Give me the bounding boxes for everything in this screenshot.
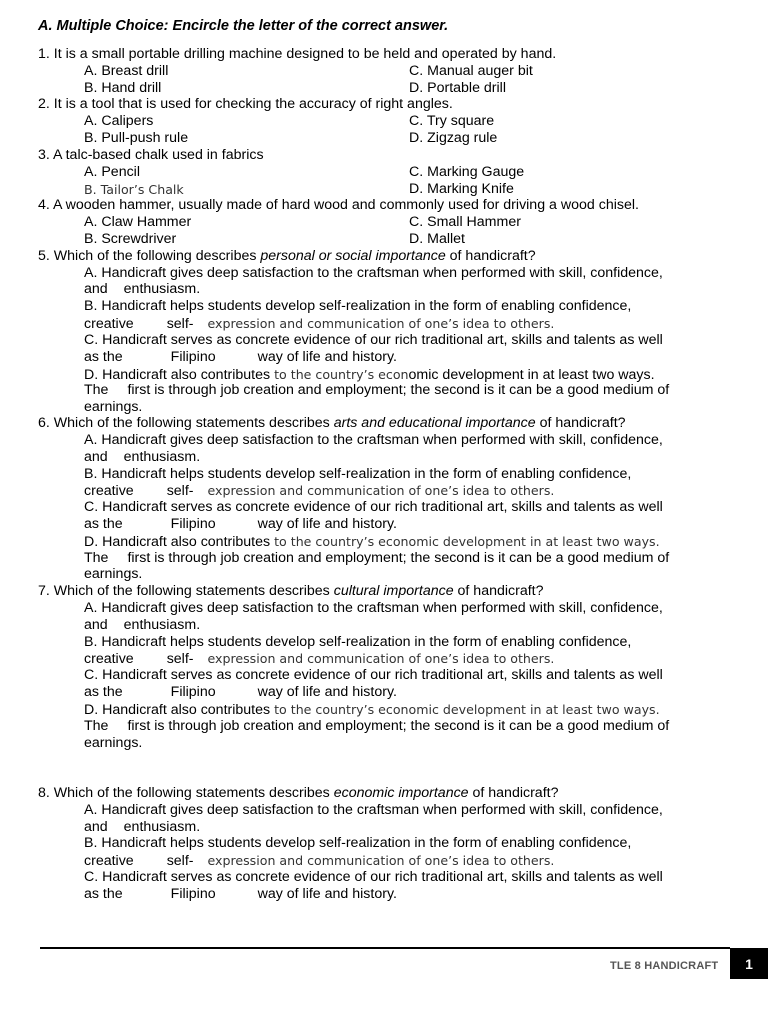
- section-instruction: A. Multiple Choice: Encircle the letter of the correct answer.: [38, 18, 449, 34]
- q5-option-a-line1: A. Handicraft gives deep satisfaction to the craftsman when performed with skill, confidence,: [84, 265, 663, 281]
- q7-option-d-line2: The first is through job creation and employment; the second is it can be a good medium of: [84, 718, 670, 734]
- q3-option-c: C. Marking Gauge: [409, 164, 525, 180]
- q8-option-a-line1: A. Handicraft gives deep satisfaction to the craftsman when performed with skill, confidence,: [84, 802, 663, 818]
- q7-option-c-line2: as the Filipino way of life and history.: [84, 684, 397, 700]
- question-4-stem: 4. A wooden hammer, usually made of hard wood and commonly used for driving a wood chisel.: [38, 197, 639, 213]
- q1-option-b: B. Hand drill: [84, 80, 162, 96]
- q6-option-b-line2: creative self- expression and communication of one’s idea to others.: [84, 483, 555, 499]
- question-7-stem: 7. Which of the following statements describes cultural importance of handicraft?: [38, 583, 544, 599]
- q5-emphasis: personal or social importance: [260, 248, 446, 264]
- q8-option-b-line2: creative self- expression and communication of one’s idea to others.: [84, 853, 555, 869]
- q5-option-d-line1: D. Handicraft also contributes to the country’s economic development in at least two ways.: [84, 367, 655, 383]
- q5-option-b-line1: B. Handicraft helps students develop self-realization in the form of enabling confidence,: [84, 298, 632, 314]
- q1-option-d: D. Portable drill: [409, 80, 506, 96]
- q8-option-a-line2: and enthusiasm.: [84, 819, 201, 835]
- q6-option-c-line2: as the Filipino way of life and history.: [84, 516, 397, 532]
- footer-rule: [40, 947, 730, 949]
- q2-option-b: B. Pull-push rule: [84, 130, 189, 146]
- q8-option-b-line1: B. Handicraft helps students develop self-realization in the form of enabling confidence,: [84, 835, 632, 851]
- q4-option-c: C. Small Hammer: [409, 214, 521, 230]
- q5-option-b-line2: creative self- expression and communication of one’s idea to others.: [84, 316, 555, 332]
- q3-option-d: D. Marking Knife: [409, 181, 514, 197]
- q4-option-a: A. Claw Hammer: [84, 214, 192, 230]
- q7-option-c-line1: C. Handicraft serves as concrete evidence of our rich traditional art, skills and talents as well: [84, 667, 663, 683]
- q1-option-a: A. Breast drill: [84, 63, 169, 79]
- q6-option-b-line1: B. Handicraft helps students develop self-realization in the form of enabling confidence,: [84, 466, 632, 482]
- q1-option-c: C. Manual auger bit: [409, 63, 533, 79]
- q5-option-d-line2: The first is through job creation and employment; the second is it can be a good medium of: [84, 382, 670, 398]
- q4-option-b: B. Screwdriver: [84, 231, 177, 247]
- q2-option-c: C. Try square: [409, 113, 495, 129]
- q6-option-c-line1: C. Handicraft serves as concrete evidence of our rich traditional art, skills and talents as well: [84, 499, 663, 515]
- footer-subject-label: TLE 8 HANDICRAFT: [610, 960, 719, 972]
- q5-option-c-line2: as the Filipino way of life and history.: [84, 349, 397, 365]
- q7-option-a-line1: A. Handicraft gives deep satisfaction to the craftsman when performed with skill, confidence,: [84, 600, 663, 616]
- page-number: 1: [745, 955, 753, 972]
- q7-option-d-line3: earnings.: [84, 735, 143, 751]
- q6-option-d-line2: The first is through job creation and employment; the second is it can be a good medium of: [84, 550, 670, 566]
- q6-option-a-line1: A. Handicraft gives deep satisfaction to the craftsman when performed with skill, confidence,: [84, 432, 663, 448]
- q6-option-d-line3: earnings.: [84, 566, 143, 582]
- q6-emphasis: arts and educational importance: [333, 415, 536, 431]
- question-3-stem: 3. A talc-based chalk used in fabrics: [38, 147, 264, 163]
- q3-option-b: B. Tailor’s Chalk: [84, 182, 184, 197]
- q7-option-a-line2: and enthusiasm.: [84, 617, 201, 633]
- q7-option-b-line2: creative self- expression and communication of one’s idea to others.: [84, 651, 555, 667]
- q8-option-c-line2: as the Filipino way of life and history.: [84, 886, 397, 902]
- q8-emphasis: economic importance: [333, 785, 469, 801]
- q6-option-d-line1: D. Handicraft also contributes to the country’s economic development in at least two ways.: [84, 534, 660, 550]
- q7-emphasis: cultural importance: [333, 583, 454, 599]
- question-6-stem: 6. Which of the following statements describes arts and educational importance of handicraft?: [38, 415, 626, 431]
- q2-option-a: A. Calipers: [84, 113, 154, 129]
- q8-option-c-line1: C. Handicraft serves as concrete evidence of our rich traditional art, skills and talents as well: [84, 869, 663, 885]
- question-8-stem: 8. Which of the following statements describes economic importance of handicraft?: [38, 785, 559, 801]
- q2-option-d: D. Zigzag rule: [409, 130, 498, 146]
- question-5-stem: 5. Which of the following describes personal or social importance of handicraft?: [38, 248, 536, 264]
- q7-option-d-line1: D. Handicraft also contributes to the country’s economic development in at least two ways.: [84, 702, 660, 718]
- q7-option-b-line1: B. Handicraft helps students develop self-realization in the form of enabling confidence,: [84, 634, 632, 650]
- q5-option-a-line2: and enthusiasm.: [84, 281, 201, 297]
- q3-option-a: A. Pencil: [84, 164, 140, 180]
- q4-option-d: D. Mallet: [409, 231, 465, 247]
- q5-option-d-line3: earnings.: [84, 399, 143, 415]
- q6-option-a-line2: and enthusiasm.: [84, 449, 201, 465]
- page-number-box: [730, 948, 768, 979]
- q5-option-c-line1: C. Handicraft serves as concrete evidence of our rich traditional art, skills and talents as well: [84, 332, 663, 348]
- question-1-stem: 1. It is a small portable drilling machine designed to be held and operated by hand.: [38, 46, 557, 62]
- question-2-stem: 2. It is a tool that is used for checking the accuracy of right angles.: [38, 96, 453, 112]
